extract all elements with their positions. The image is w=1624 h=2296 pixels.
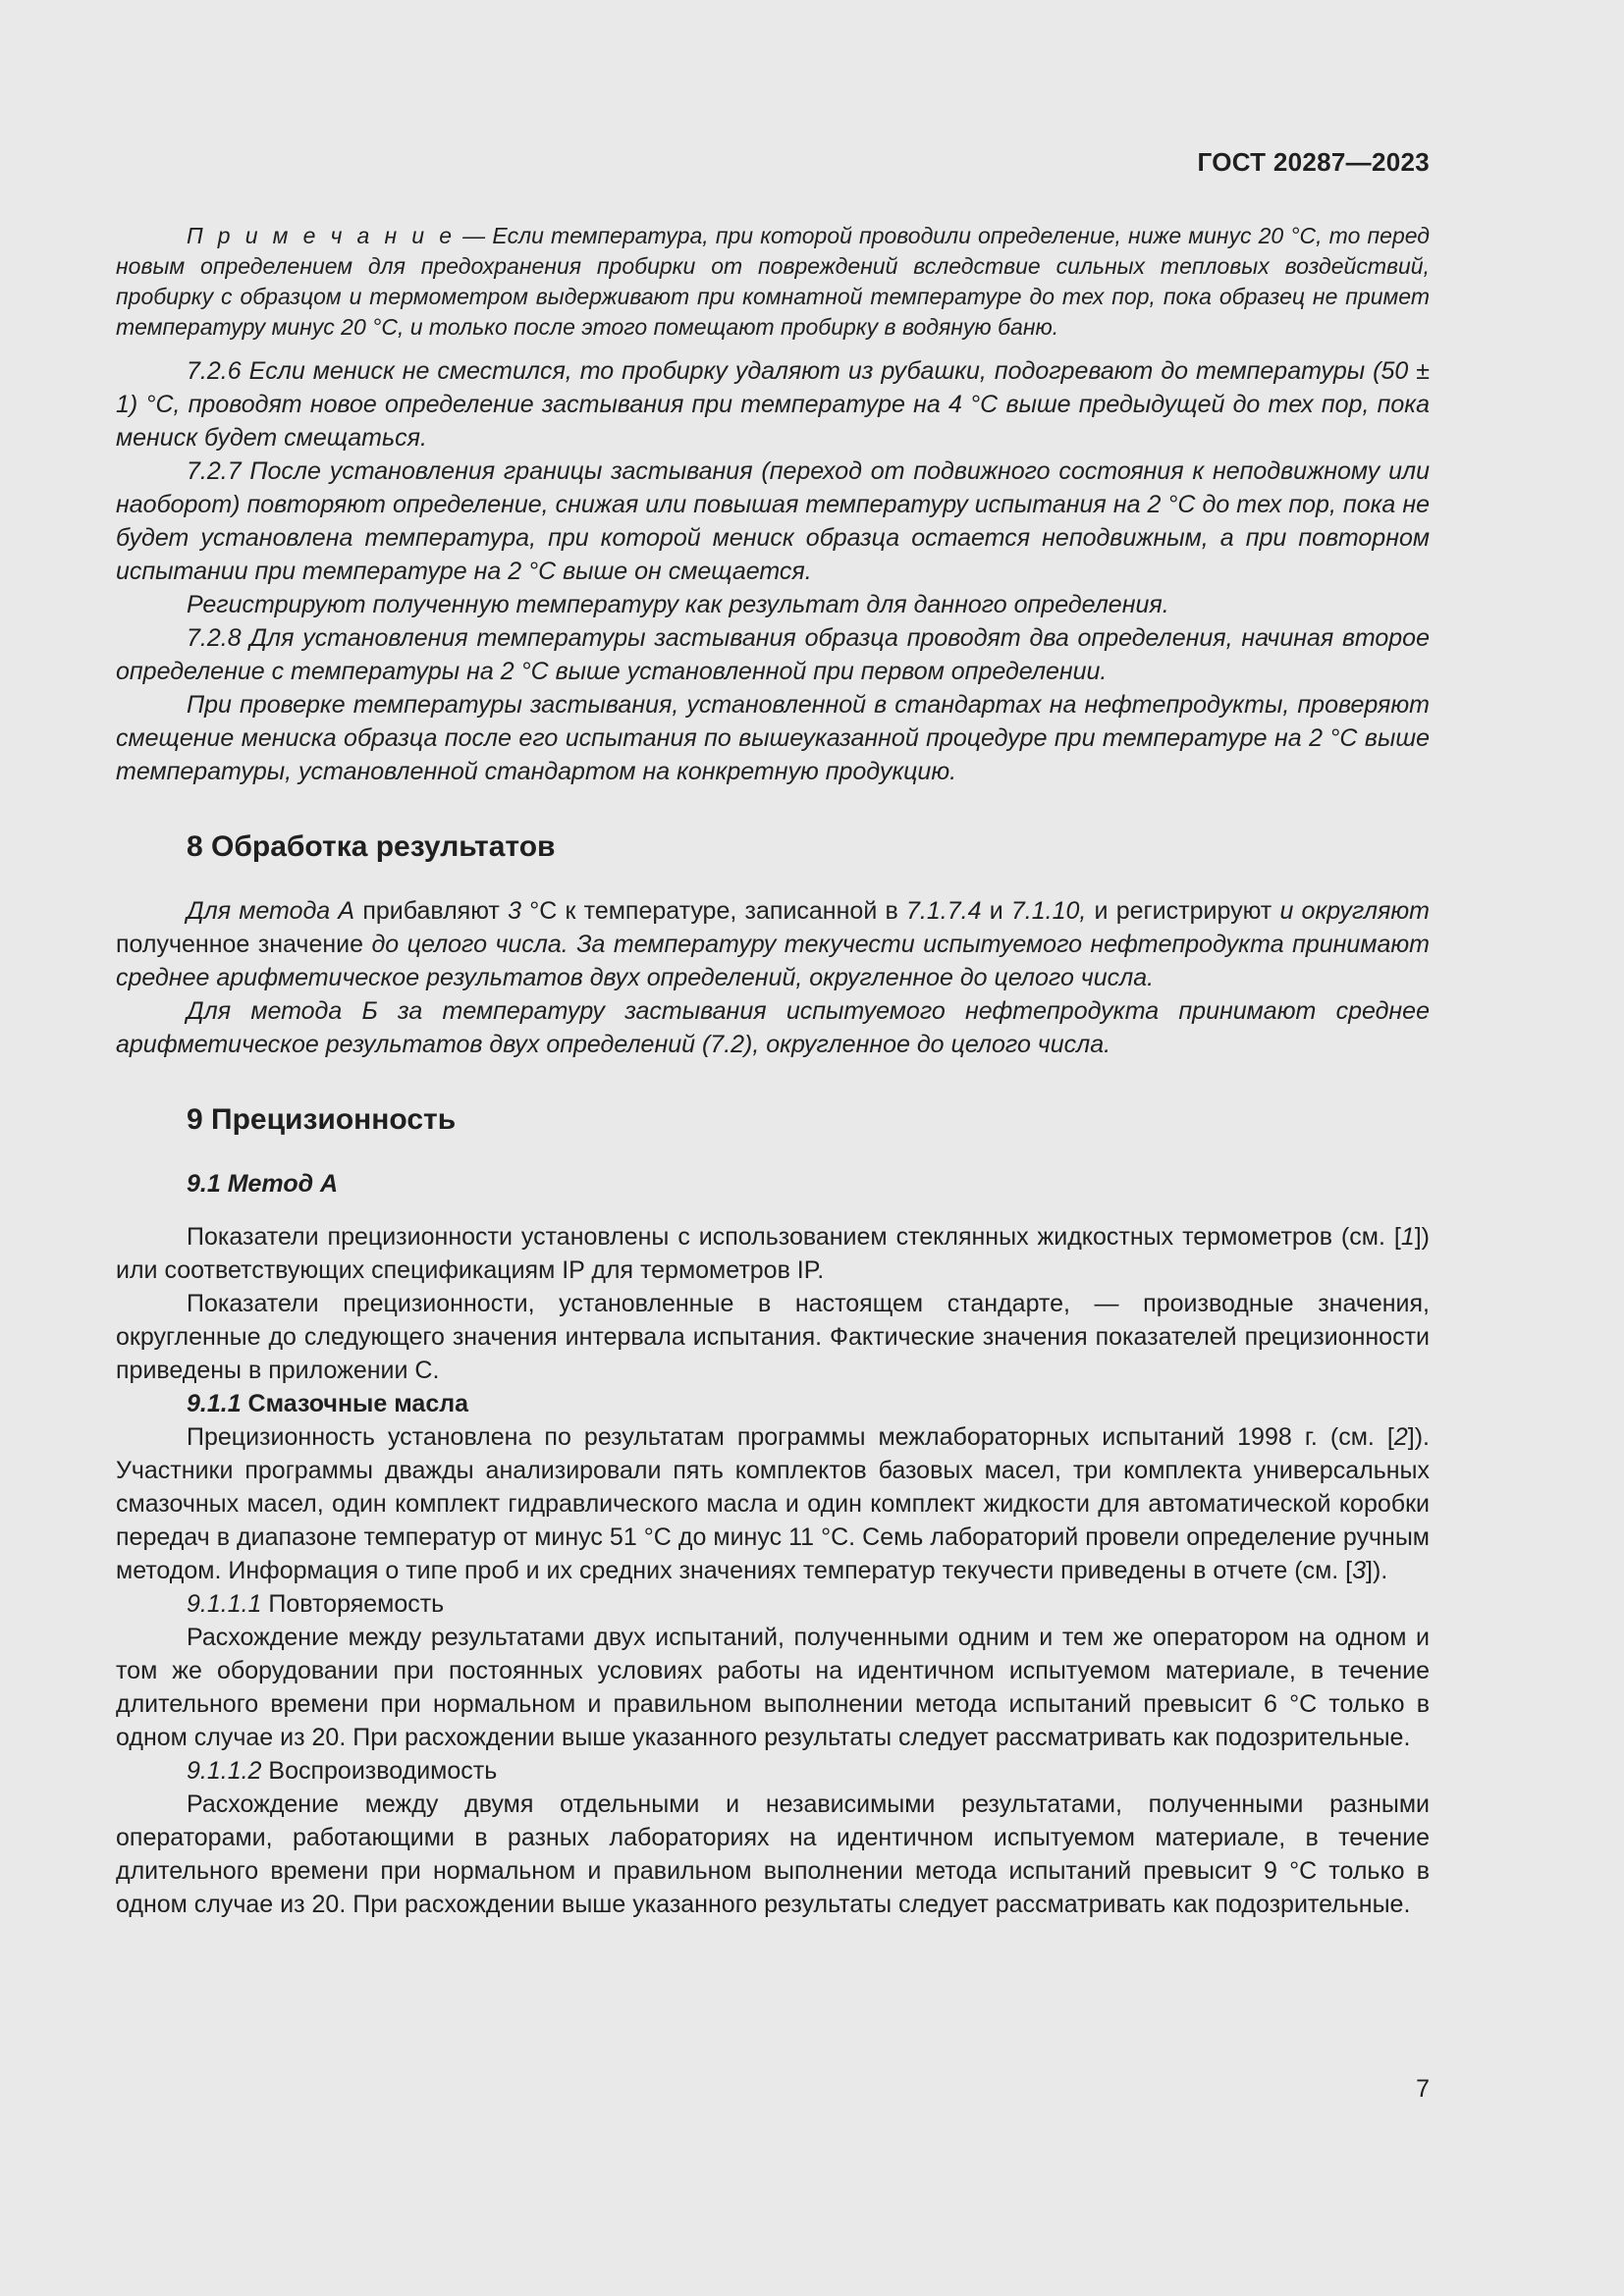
subsection-title: Смазочные масла [241, 1390, 469, 1417]
document-page [116, 0, 1430, 2296]
text-span: прибавляют [354, 897, 509, 925]
note-label: П р и м е ч а н и е [187, 223, 457, 248]
subsection-title: Воспроизводимость [261, 1757, 498, 1785]
paragraph-7-2-6: 7.2.6 Если мениск не сместился, то пробирку удаляют из рубашки, подогревают до температуры (50 ± 1) °С, проводят новое определение застывания при температуре на 4 °С выше предыдущей до тех пор, пока мениск будет смещаться. [116, 357, 1430, 452]
text-span: и регистрируют [1086, 897, 1280, 925]
page-number: 7 [1416, 2075, 1430, 2103]
note-paragraph [116, 221, 1430, 343]
text-span: ]). Участники программы дважды анализировали пять комплектов базовых масел, три комплекта универсальных смазочных масел, один комплект гидравлического масла и один комплект жидкости для автоматической коробки передач в диапазоне температур от минус 51 °С до минус 11 °С. Семь лабораторий провели определение ручным методом. Информация о типе проб и их средних значениях температур текучести приведены в отчете (см. [ [116, 1423, 1430, 1584]
subsection-9-1-heading: 9.1 Метод А [187, 1170, 339, 1198]
text-span: Для метода А [187, 897, 355, 925]
paragraph-7-2-7: 7.2.7 После установления границы застывания (переход от подвижного состояния к неподвижному или наоборот) повторяют определение, снижая или повышая температуру испытания на 2 °С до тех пор, пока не будет установлена температура, при которой мениск образца остается неподвижным, а при повторном испытании при температуре на 2 °С выше он смещается. [116, 457, 1430, 585]
subsection-9-1-1-heading [116, 1387, 1430, 1420]
document-code-header: ГОСТ 20287—2023 [1197, 147, 1430, 177]
subsection-9-1-1-2-heading [116, 1754, 1430, 1788]
reference-link: 1 [1400, 1223, 1415, 1251]
section-8-heading: 8 Обработка результатов [187, 830, 556, 863]
section-9-paragraph-1 [116, 1220, 1430, 1287]
text-span: Показатели прецизионности установлены с использованием стеклянных жидкостных термометров (см. [ [187, 1223, 1401, 1251]
text-span: ]) или соответствующих спецификациям IP для термометров IP. [116, 1223, 1430, 1284]
text-span: °С к температуре, записанной в [521, 897, 907, 925]
section-9-heading: 9 Прецизионность [187, 1103, 457, 1136]
section-9-paragraph-2: Показатели прецизионности, установленные в настоящем стандарте, — производные значения, округленные до следующего значения интервала испытания. Фактические значения показателей прецизионности приведены в приложении С. [116, 1290, 1430, 1384]
section-8-paragraph-1 [116, 894, 1430, 994]
text-span: и [981, 897, 1011, 925]
text-span: 3 [508, 897, 521, 925]
section-9-paragraph-4: Расхождение между результатами двух испытаний, полученными одним и тем же оператором на одном и том же оборудовании при постоянных условиях работы на идентичном испытуемом материале, в течение длительного времени при нормальном и правильном выполнении метода испытаний превысит 6 °С только в одном случае из 20. При расхождении выше указанного результаты следует рассматривать как подозрительные. [116, 1624, 1430, 1751]
paragraph-register: Регистрируют полученную температуру как результат для данного определения. [187, 591, 1169, 618]
text-span: Прецизионность установлена по результатам программы межлабораторных испытаний 1998 г. (см. [ [187, 1423, 1394, 1451]
subsection-number: 9.1.1.1 [187, 1590, 262, 1618]
text-span: полученное значение [116, 931, 372, 958]
reference-link: 3 [1352, 1557, 1367, 1584]
subsection-9-1-1-1-heading [116, 1587, 1430, 1621]
paragraph-check: При проверке температуры застывания, установленной в стандартах на нефтепродукты, проверяют смещение мениска образца после его испытания по вышеуказанной процедуре при температуре на 2 °С выше температуры, установленной стандартом на конкретную продукцию. [116, 691, 1430, 785]
subsection-number: 9.1.1.2 [187, 1757, 262, 1785]
text-span: до целого числа. За температуру текучести испытуемого нефтепродукта принимают среднее арифметическое результатов двух определений, округленное до целого числа. [116, 931, 1430, 991]
text-span: и округляют [1279, 897, 1430, 925]
subsection-title: Повторяемость [261, 1590, 445, 1618]
section-8-paragraph-2: Для метода Б за температуру застывания испытуемого нефтепродукта принимают среднее арифметическое результатов двух определений (7.2), округленное до целого числа. [116, 997, 1430, 1058]
paragraph-7-2-8: 7.2.8 Для установления температуры застывания образца проводят два определения, начиная второе определение с температуры на 2 °С выше установленной при первом определении. [116, 624, 1430, 685]
section-9-paragraph-5: Расхождение между двумя отдельными и независимыми результатами, полученными разными операторами, работающими в разных лабораториях на идентичном испытуемом материале, в течение длительного времени при нормальном и правильном выполнении метода испытаний превысит 9 °С только в одном случае из 20. При расхождении выше указанного результаты следует рассматривать как подозрительные. [116, 1790, 1430, 1918]
note-text: — Если температура, при которой проводили определение, ниже минус 20 °С, то перед новым определением для предохранения пробирки от повреждений вследствие сильных тепловых воздействий, пробирку с образцом и термометром выдерживают при комнатной температуре до тех пор, пока образец не примет температуру минус 20 °С, и только после этого помещают пробирку в водяную баню. [116, 223, 1430, 340]
section-9-paragraph-3 [116, 1420, 1430, 1587]
text-span: 7.1.7.4 [906, 897, 982, 925]
reference-link: 2 [1393, 1423, 1408, 1451]
subsection-number: 9.1.1 [187, 1390, 242, 1417]
text-span: ]). [1366, 1557, 1388, 1584]
text-span: 7.1.10, [1010, 897, 1087, 925]
document-body [116, 221, 1430, 1921]
